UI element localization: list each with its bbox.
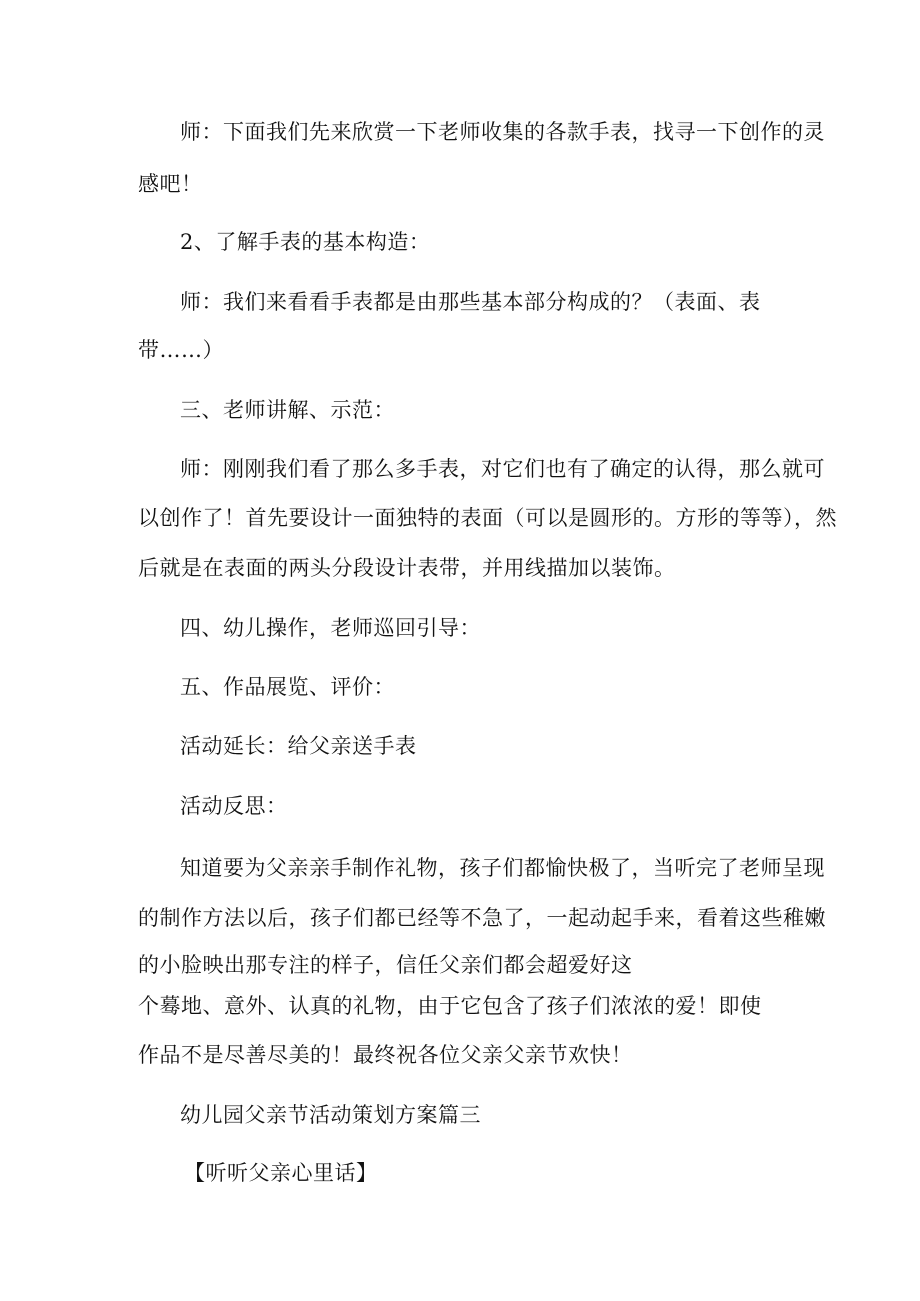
subsection-heading: 【听听父亲心里话】 xyxy=(184,1161,378,1185)
text-line: 师：下面我们先来欣赏一下老师收集的各款手表，找寻一下创作的灵 xyxy=(180,120,825,144)
text-line: 的小脸映出那专注的样子，信任父亲们都会超爱好这 xyxy=(138,953,633,977)
text-line: 的制作方法以后，孩子们都已经等不急了，一起动起手来，看着这些稚嫩 xyxy=(138,906,826,930)
text-line: 以创作了！首先要设计一面独特的表面（可以是圆形的。方形的等等），然 xyxy=(138,506,837,530)
text-line: 个蓦地、意外、认真的礼物，由于它包含了孩子们浓浓的爱！即使 xyxy=(138,994,762,1018)
text-line: 活动延长：给父亲送手表 xyxy=(180,734,417,758)
text-line: 五、作品展览、评价： xyxy=(180,675,395,699)
text-line: 感吧！ xyxy=(138,172,203,196)
text-line: 知道要为父亲亲手制作礼物，孩子们都愉快极了，当听完了老师呈现 xyxy=(180,856,825,880)
text-line: 三、老师讲解、示范： xyxy=(180,398,395,422)
text-line: 2、了解手表的基本构造： xyxy=(180,230,431,254)
section-heading: 幼儿园父亲节活动策划方案篇三 xyxy=(180,1103,481,1127)
text-line: 作品不是尽善尽美的！最终祝各位父亲父亲节欢快！ xyxy=(138,1043,633,1067)
text-line: 带……） xyxy=(138,338,224,362)
text-line: 师：刚刚我们看了那么多手表，对它们也有了确定的认得，那么就可 xyxy=(180,457,825,481)
text-line: 四、幼儿操作，老师巡回引导： xyxy=(180,616,481,640)
text-line: 后就是在表面的两头分段设计表带，并用线描加以装饰。 xyxy=(138,556,676,580)
text-line: 师：我们来看看手表都是由那些基本部分构成的？（表面、表 xyxy=(180,290,761,314)
text-line: 活动反思： xyxy=(180,794,288,818)
